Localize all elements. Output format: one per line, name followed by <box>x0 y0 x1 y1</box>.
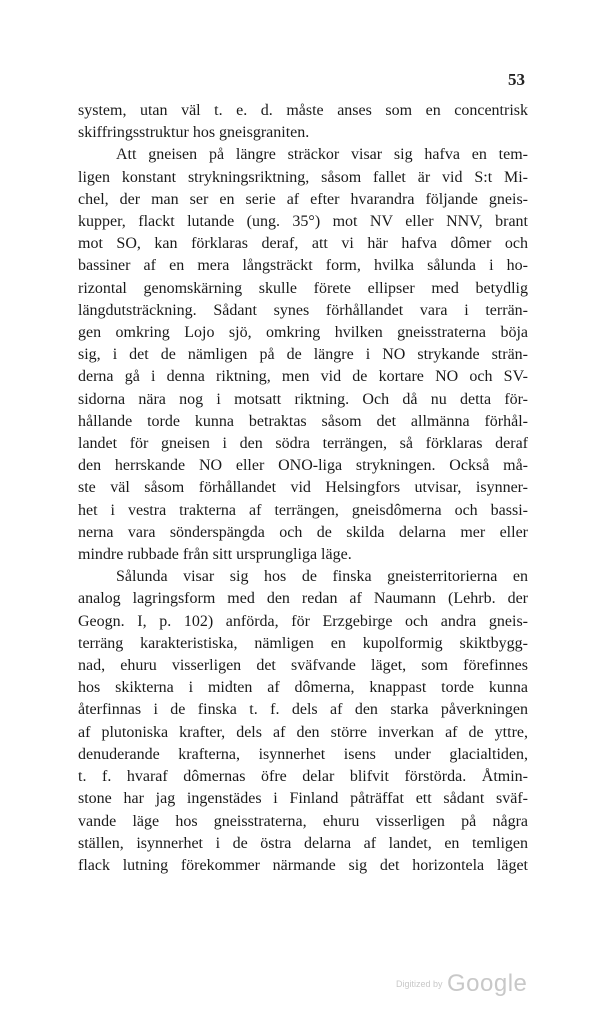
text-line: ste väl såsom förhållandet vid Helsingfors utvisar, isynner- <box>78 479 528 497</box>
text-line: hållande torde kunna betraktas såsom det allmänna förhål- <box>78 412 528 430</box>
text-line: terräng karakteristiska, nämligen en kupolformig skiktbygg- <box>78 634 528 652</box>
text-line: hos skikterna i midten af dômerna, knappast torde kunna <box>78 679 528 697</box>
text-line: derna gå i denna riktning, men vid de kortare NO och SV- <box>78 368 528 386</box>
text-line: kupper, flackt lutande (ung. 35°) mot NV eller NNV, brant <box>78 213 528 231</box>
google-logo: Google <box>446 970 528 997</box>
text-line: vande läge hos gneisstraterna, ehuru visserligen på några <box>78 812 528 830</box>
text-line: system, utan väl t. e. d. måste anses som en concentrisk <box>78 102 528 119</box>
text-line: mot SO, kan förklaras deraf, att vi här hafva dômer och <box>78 235 528 253</box>
watermark-prefix: Digitized by <box>396 979 443 989</box>
text-line: nerna vara sönderspängda och de skilda delarna mer eller <box>78 523 528 541</box>
page-number: 53 <box>508 70 525 89</box>
text-line: Att gneisen på längre sträckor visar sig hafva en tem- <box>116 146 528 164</box>
text-line: analog lagringsform med den redan af Naumann (Lehrb. der <box>78 590 528 608</box>
text-line: af plutoniska krafter, dels af den större inverkan af de yttre, <box>78 723 528 741</box>
text-line: återfinnas i de finska t. f. dels af den starka påverkningen <box>78 701 528 719</box>
text-line: ställen, isynnerhet i de östra delarna af landet, en temligen <box>78 834 528 852</box>
text-line: gen omkring Lojo sjö, omkring hvilken gneisstraterna böja <box>78 324 528 342</box>
text-line: stone har jag ingenstädes i Finland påträffat ett sådant sväf- <box>78 790 528 808</box>
text-line: flack lutning förekommer närmande sig det horizontela läget <box>78 856 528 874</box>
text-line: chel, der man ser en serie af efter hvarandra följande gneis- <box>78 190 528 208</box>
text-line: nad, ehuru visserligen det sväfvande läget, som förefinnes <box>78 657 528 675</box>
text-line: sidorna nära nog i motsatt riktning. Och då nu detta för- <box>78 390 528 408</box>
text-line: Sålunda visar sig hos de finska gneisterritorierna en <box>116 568 528 586</box>
text-line: ligen konstant strykningsriktning, såsom fallet är vid S:t Mi- <box>78 168 528 186</box>
body-text <box>78 100 528 877</box>
text-line: het i vestra trakterna af terrängen, gneisdômerna och bassi- <box>78 501 528 519</box>
text-line: sig, i det de nämligen på de längre i NO strykande strän- <box>78 346 528 364</box>
digitization-watermark <box>396 970 527 998</box>
text-line: den herrskande NO eller ONO-liga strykningen. Också må- <box>78 457 528 475</box>
text-line: landet för gneisen i den södra terrängen, så förklaras deraf <box>78 435 528 453</box>
text-line: denuderande krafterna, isynnerhet isens under glacialtiden, <box>78 745 528 763</box>
text-line: t. f. hvaraf dômernas öfre delar blifvit förstörda. Åtmin- <box>78 768 528 786</box>
text-line: skiffringsstruktur hos gneisgraniten. <box>78 124 310 142</box>
text-line: mindre rubbade från sitt ursprungliga läge. <box>78 546 352 564</box>
text-line: rizontal genomskärning skulle förete ellipser med betydlig <box>78 279 528 297</box>
text-line: längdutsträckning. Sådant synes förhållandet vara i terrän- <box>78 301 528 319</box>
text-line: Geogn. I, p. 102) anförda, för Erzgebirge och andra gneis- <box>78 612 528 630</box>
text-line: bassiner af en mera långsträckt form, hvilka sålunda i ho- <box>78 257 528 275</box>
